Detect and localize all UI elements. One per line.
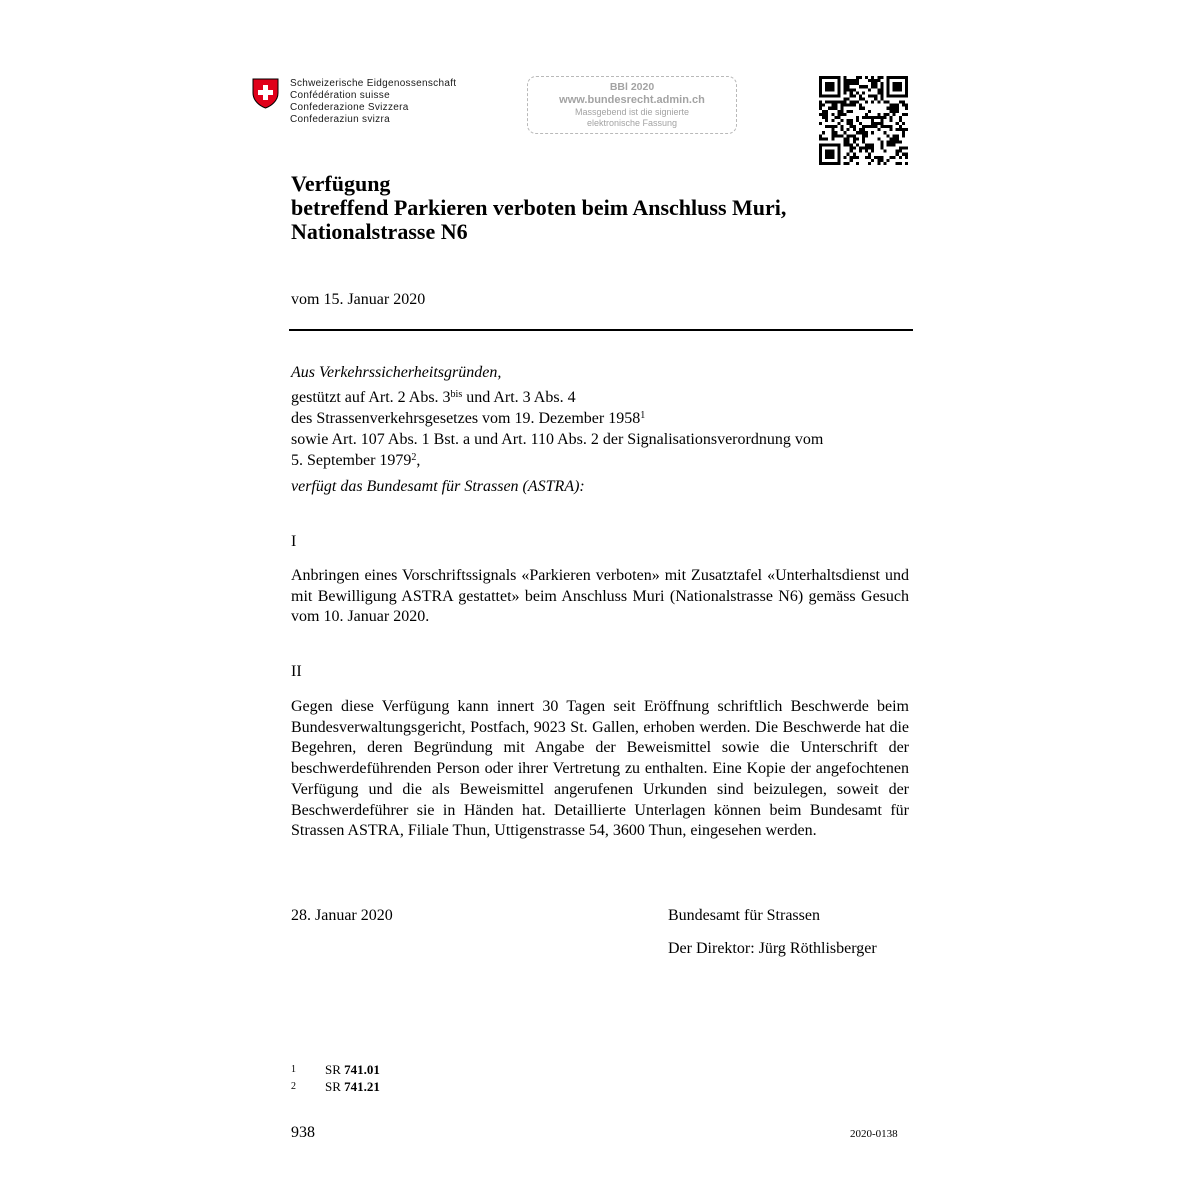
title-line-3: Nationalstrasse N6 xyxy=(291,219,468,244)
footnote-2-number: 2 xyxy=(291,1081,296,1092)
stamp-line-4: elektronische Fassung xyxy=(586,118,678,128)
preamble-reason: Aus Verkehrssicherheitsgründen, xyxy=(291,364,502,381)
document-title xyxy=(291,172,786,244)
title-divider xyxy=(289,329,913,331)
confederation-name-it: Confederazione Svizzera xyxy=(290,102,409,113)
footnote-1-text xyxy=(325,1062,380,1078)
preamble-basis-1-sup: bis xyxy=(450,389,463,400)
stamp-line-3: Massgebend ist die signierte xyxy=(574,107,690,117)
section-2-text: Gegen diese Verfügung kann innert 30 Tagen seit Eröffnung schriftlich Beschwerde beim Bundesverwaltungsgericht, Postfach, 9023 St. Gallen, erhoben werden. Die Beschwerde hat die Begehren, deren Begründung mit Angabe der Beweismittel sowie die Unterschrift der beschwerdeführenden Person oder ihrer Vertretung zu enthalten. Eine Kopie der angefochtenen Verfügung und die als Beweismittel angerufenen Urkunden sind beizulegen, soweit der Beschwerdeführer sie in Händen hat. Detaillierte Unterlagen können beim Bundesamt für Strassen ASTRA, Filiale Thun, Uttigenstrasse 54, 3600 Thun, eingesehen werden. xyxy=(291,698,909,840)
section-1-text: Anbringen eines Vorschriftssignals «Parkieren verboten» mit Zusatztafel «Unterhaltsdienst und mit Bewilligung ASTRA gestattet» beim Anschluss Muri (Nationalstrasse N6) gemäss Gesuch vom 10. Januar 2020. xyxy=(291,567,909,626)
footnote-2 xyxy=(291,1079,380,1097)
footnote-1-ref: 741.01 xyxy=(344,1062,380,1077)
footnote-2-ref: 741.21 xyxy=(344,1079,380,1094)
preamble-basis-4 xyxy=(291,451,420,472)
footnote-2-text xyxy=(325,1079,380,1095)
footnote-ref-2[interactable]: 2 xyxy=(411,452,417,463)
stamp-line-1: BBl 2020 xyxy=(609,81,655,93)
document-date: vom 15. Januar 2020 xyxy=(291,291,426,308)
preamble-basis-2 xyxy=(291,409,645,430)
section-1-heading: I xyxy=(291,533,297,550)
swiss-crest-icon xyxy=(252,78,279,109)
preamble-basis-2-text: des Strassenverkehrsgesetzes vom 19. Dezember 1958 xyxy=(291,410,641,427)
stamp-line-2: www.bundesrecht.admin.ch xyxy=(559,94,705,106)
preamble-decree: verfügt das Bundesamt für Strassen (ASTRA): xyxy=(291,478,585,495)
preamble-basis-4-rest: , xyxy=(416,452,421,469)
title-line-1: Verfügung xyxy=(291,171,391,196)
confederation-name-rm: Confederaziun svizra xyxy=(290,114,390,125)
document-id: 2020-0138 xyxy=(850,1128,898,1140)
page-number: 938 xyxy=(291,1124,315,1141)
preamble-basis-1 xyxy=(291,388,576,409)
signature-director: Der Direktor: Jürg Röthlisberger xyxy=(668,940,877,957)
footnote-1 xyxy=(291,1062,380,1080)
preamble-basis-1-rest: und Art. 3 Abs. 4 xyxy=(462,389,576,406)
confederation-name-fr: Confédération suisse xyxy=(290,90,390,101)
qr-code-icon xyxy=(819,76,908,165)
section-2-heading: II xyxy=(291,663,302,680)
signature-date: 28. Januar 2020 xyxy=(291,907,393,924)
preamble-basis-3: sowie Art. 107 Abs. 1 Bst. a und Art. 110 Abs. 2 der Signalisationsverordnung vom xyxy=(291,431,824,448)
footnote-1-number: 1 xyxy=(291,1064,296,1075)
confederation-name-de: Schweizerische Eidgenossenschaft xyxy=(290,78,457,89)
footnote-1-prefix: SR xyxy=(325,1062,345,1077)
signature-office: Bundesamt für Strassen xyxy=(668,907,820,924)
confederation-names xyxy=(290,78,456,126)
footnote-2-prefix: SR xyxy=(325,1079,345,1094)
official-publication-stamp xyxy=(527,76,737,134)
preamble-basis-4-text: 5. September 1979 xyxy=(291,452,412,469)
preamble-basis-1-text: gestützt auf Art. 2 Abs. 3 xyxy=(291,389,451,406)
title-line-2: betreffend Parkieren verboten beim Anschluss Muri, xyxy=(291,195,787,220)
footnote-ref-1[interactable]: 1 xyxy=(640,410,646,421)
